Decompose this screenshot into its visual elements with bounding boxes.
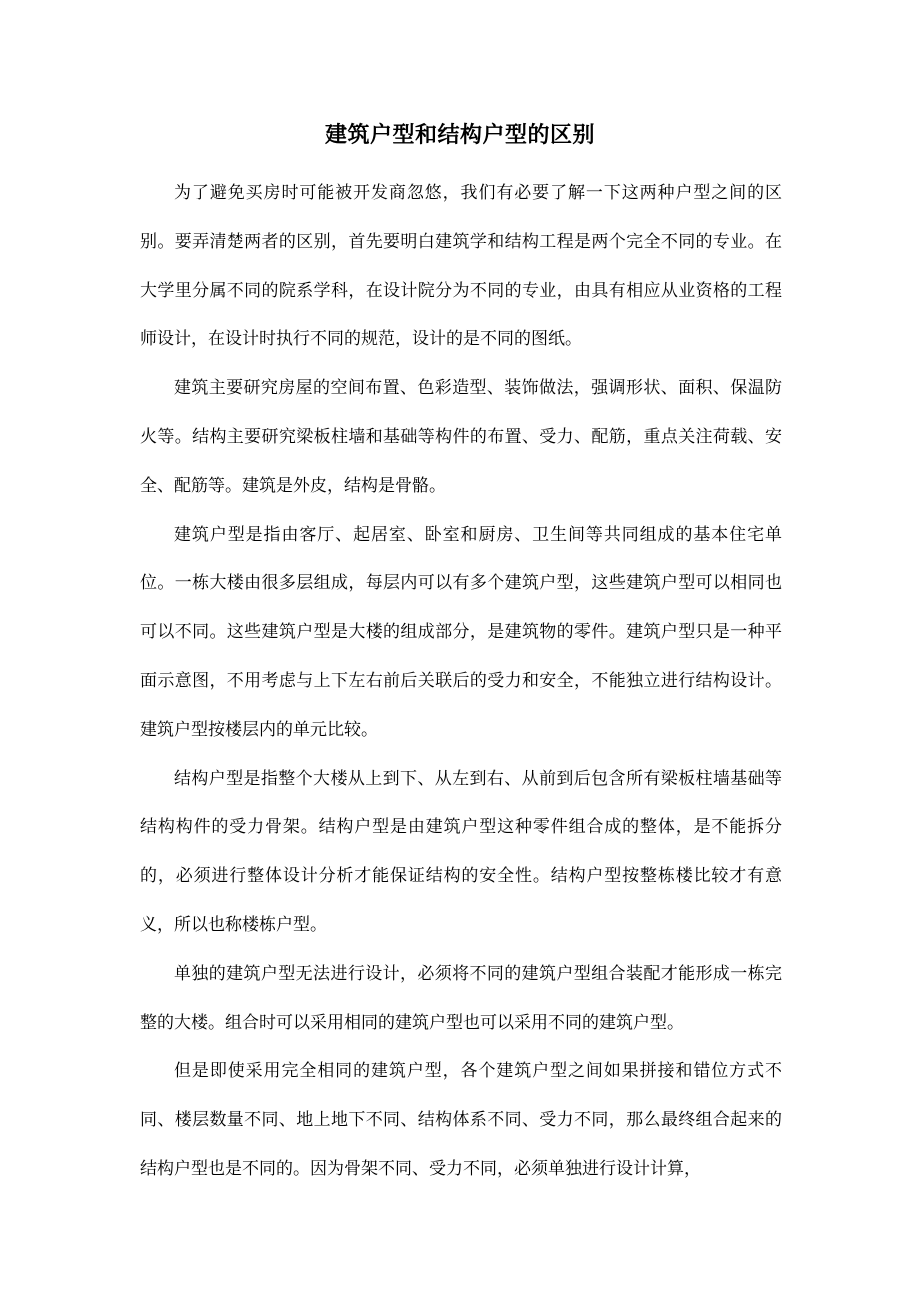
paragraph-2: 建筑主要研究房屋的空间布置、色彩造型、装饰做法，强调形状、面积、保温防火等。结构主要研究梁板柱墙和基础等构件的布置、受力、配筋，重点关注荷载、安全、配筋等。建筑是外皮，结构是骨骼。: [140, 378, 782, 496]
paragraph-3: 建筑户型是指由客厅、起居室、卧室和厨房、卫生间等共同组成的基本住宅单位。一栋大楼由很多层组成，每层内可以有多个建筑户型，这些建筑户型可以相同也可以不同。这些建筑户型是大楼的组成部分，是建筑物的零件。建筑户型只是一种平面示意图，不用考虑与上下左右前后关联后的受力和安全，不能独立进行结构设计。建筑户型按楼层内的单元比较。: [140, 524, 782, 740]
paragraph-1: 为了避免买房时可能被开发商忽悠，我们有必要了解一下这两种户型之间的区别。要弄清楚两者的区别，首先要明白建筑学和结构工程是两个完全不同的专业。在大学里分属不同的院系学科，在设计院分为不同的专业，由具有相应从业资格的工程师设计，在设计时执行不同的规范，设计的是不同的图纸。: [140, 183, 782, 350]
paragraph-5: 单独的建筑户型无法进行设计，必须将不同的建筑户型组合装配才能形成一栋完整的大楼。组合时可以采用相同的建筑户型也可以采用不同的建筑户型。: [140, 963, 782, 1033]
paragraph-4: 结构户型是指整个大楼从上到下、从左到右、从前到后包含所有梁板柱墙基础等结构构件的受力骨架。结构户型是由建筑户型这种零件组合成的整体，是不能拆分的，必须进行整体设计分析才能保证结构的安全性。结构户型按整栋楼比较才有意义，所以也称楼栋户型。: [140, 768, 782, 935]
document-body: [140, 169, 782, 1194]
document-title: 建筑户型和结构户型的区别: [324, 123, 595, 148]
paragraph-6: 但是即使采用完全相同的建筑户型，各个建筑户型之间如果拼接和错位方式不同、楼层数量不同、地上地下不同、结构体系不同、受力不同，那么最终组合起来的结构户型也是不同的。因为骨架不同、受力不同，必须单独进行设计计算，: [140, 1061, 782, 1179]
